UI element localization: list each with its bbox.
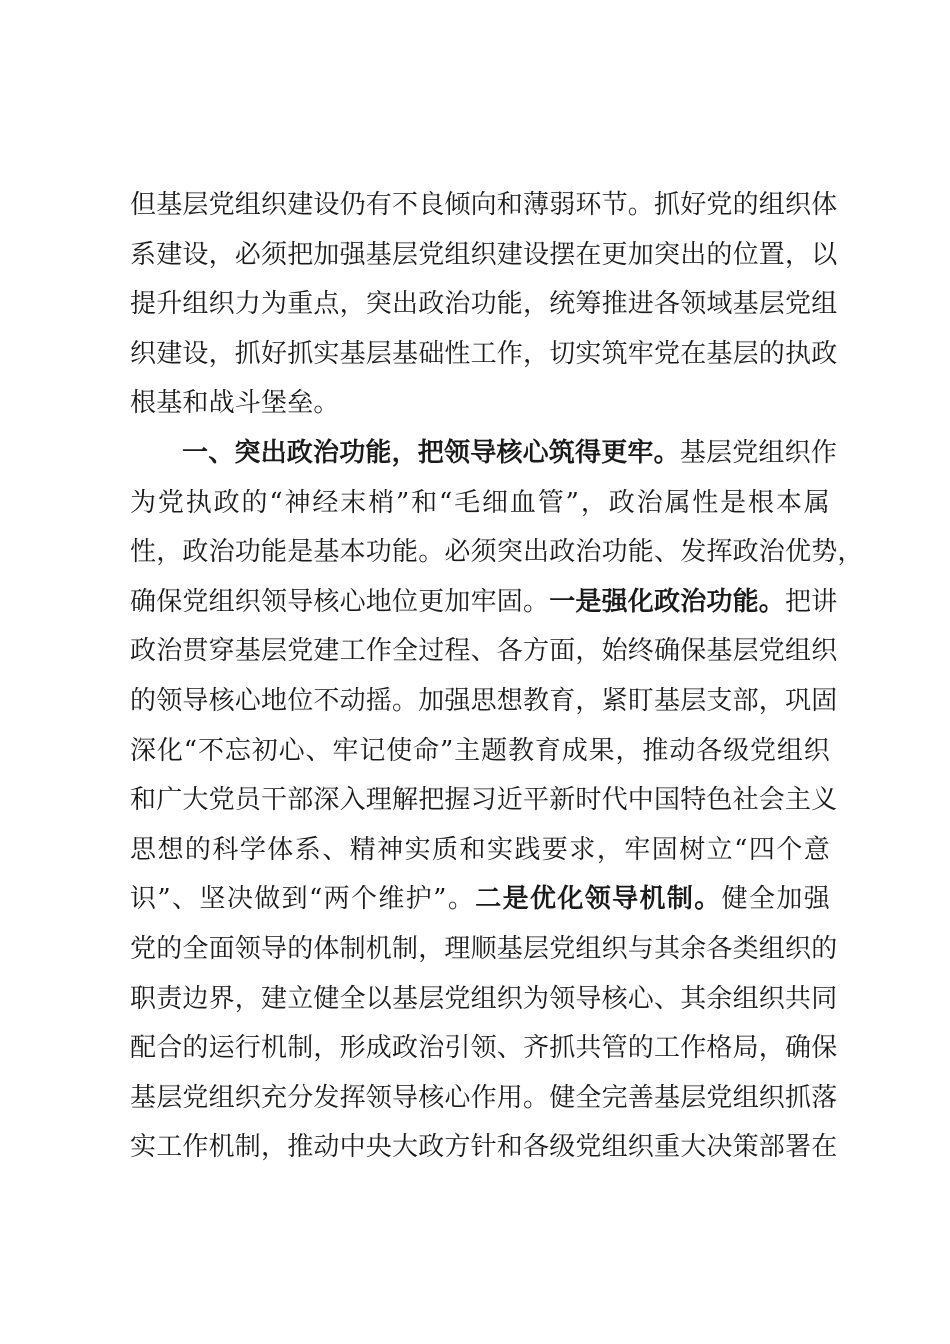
document-body <box>130 181 864 1173</box>
paragraph-2-line-10-post: 健全加强 <box>721 884 830 915</box>
paragraph-2-line-15: 实工作机制，推动中央大政方针和各级党组织重大决策部署在 <box>130 1132 838 1163</box>
paragraph-2-line-12: 职责边界，建立健全以基层党组织为领导核心、其余组织共同 <box>130 983 838 1014</box>
point-one-heading: 一是强化政治功能。 <box>549 586 786 617</box>
point-two-heading: 二是优化领导机制。 <box>475 884 722 915</box>
paragraph-2-line-4 <box>130 578 838 628</box>
paragraph-2-line-4-post: 把讲 <box>785 586 838 617</box>
paragraph-2-line-8: 和广大党员干部深入理解把握习近平新时代中国特色社会主义 <box>130 785 838 816</box>
paragraph-2-line-2: 为党执政的“神经末梢”和“毛细血管”，政治属性是根本属 <box>130 487 830 518</box>
paragraph-2-line-3: 性，政治功能是基本功能。必须突出政治功能、发挥政治优势， <box>130 537 864 568</box>
paragraph-2-line-5: 政治贯穿基层党建工作全过程、各方面，始终确保基层党组织 <box>130 636 838 667</box>
paragraph-2-line-10 <box>130 875 830 925</box>
paragraph-1-line-3: 提升组织力为重点，突出政治功能，统筹推进各领域基层党组 <box>130 289 838 320</box>
paragraph-2-line-14: 基层党组织充分发挥领导核心作用。健全完善基层党组织抓落 <box>130 1082 838 1113</box>
paragraph-2-line-1-text: 基层党组织作 <box>679 437 838 468</box>
paragraph-2-line-7: 深化“不忘初心、牢记使命”主题教育成果，推动各级党组织 <box>130 735 830 766</box>
paragraph-1-line-1: 但基层党组织建设仍有不良倾向和薄弱环节。抓好党的组织体 <box>130 190 838 220</box>
paragraph-2-line-6: 的领导核心地位不动摇。加强思想教育，紧盯基层支部，巩固 <box>130 685 838 716</box>
paragraph-1-line-2: 系建设，必须把加强基层党组织建设摆在更加突出的位置，以 <box>130 239 838 270</box>
paragraph-1-line-4: 织建设，抓好抓实基层基础性工作，切实筑牢党在基层的执政 <box>130 338 838 369</box>
paragraph-2-line-13: 配合的运行机制，形成政治引领、齐抓共管的工作格局，确保 <box>130 1033 838 1064</box>
paragraph-2-line-10-pre: 识”、坚决做到“两个维护”。 <box>130 884 476 915</box>
paragraph-2-line-1 <box>130 429 838 479</box>
paragraph-1-line-5: 根基和战斗堡垒。 <box>130 388 340 419</box>
paragraph-2-line-4-pre: 确保党组织领导核心地位更加牢固。 <box>130 586 550 617</box>
paragraph-2-line-11: 党的全面领导的体制机制，理顺基层党组织与其余各类组织的 <box>130 933 838 964</box>
section-heading: 一、突出政治功能，把领导核心筑得更牢。 <box>182 437 680 468</box>
paragraph-2-line-9: 思想的科学体系、精神实质和实践要求，牢固树立“四个意 <box>130 834 830 865</box>
